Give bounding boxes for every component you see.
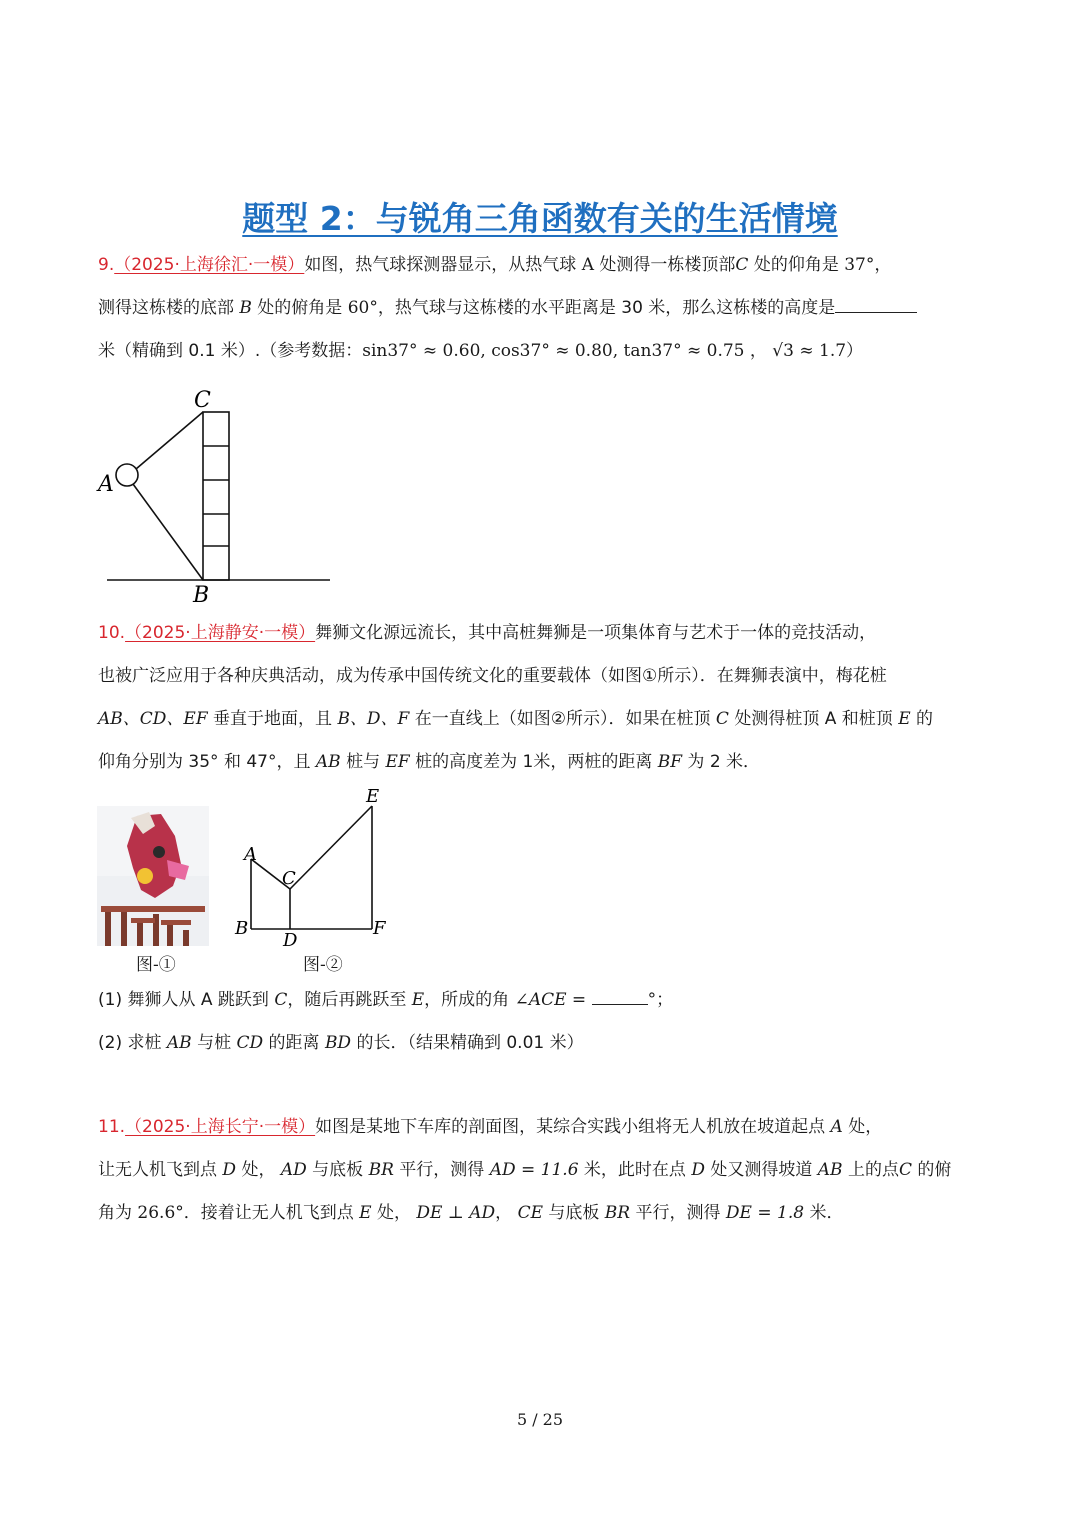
q9-point-b: B bbox=[239, 298, 252, 318]
q10-text: °； bbox=[647, 990, 674, 1010]
q9-text: 米（精确到 0.1 米）.（参考数据： bbox=[98, 341, 363, 361]
q9-angle-37: 37° bbox=[844, 255, 875, 275]
q11-text: 平行，测得 bbox=[393, 1160, 490, 1180]
q11-text: 如图是某地下车库的剖面图，某综合实践小组将无人机放在坡道起点 bbox=[315, 1117, 831, 1137]
q9-line-1 bbox=[98, 244, 988, 287]
caption-figure-1: 图-① bbox=[136, 955, 176, 975]
caption-figure-2: 图-② bbox=[303, 955, 343, 975]
q11-math: BR bbox=[368, 1160, 394, 1180]
q10-text: ，所成的角 bbox=[424, 990, 515, 1010]
q11-math: BR bbox=[604, 1203, 631, 1223]
q10-math: EF bbox=[385, 752, 410, 772]
q10-math: C bbox=[274, 990, 288, 1010]
q9-source: （2025·上海徐汇·一模） bbox=[114, 255, 305, 275]
q11-text: 让无人机飞到点 bbox=[98, 1160, 223, 1180]
q11-text: 处， bbox=[371, 1203, 417, 1223]
q10-text: 的距离 bbox=[263, 1033, 325, 1053]
q11-number: 11. bbox=[98, 1117, 126, 1137]
balloon bbox=[116, 464, 138, 486]
q11-source: （2025·上海长宁·一模） bbox=[125, 1117, 316, 1137]
section-title: 题型 2：与锐角三角函数有关的生活情境 bbox=[242, 199, 838, 238]
q11-text: 角为 bbox=[98, 1203, 138, 1223]
label-b: B bbox=[193, 583, 210, 608]
label-e: E bbox=[366, 786, 380, 807]
q9-text: 如图，热气球探测器显示，从热气球 bbox=[304, 255, 582, 275]
q10-math: E bbox=[898, 709, 911, 729]
q10-line-3 bbox=[98, 698, 988, 741]
q9-text: 测得这栋楼的底部 bbox=[98, 298, 240, 318]
q9-point-a: A bbox=[581, 255, 594, 275]
q11-math: CE bbox=[517, 1203, 543, 1223]
q10-text: 舞狮文化源远流长，其中高桩舞狮是一项集体育与艺术于一体的竞技活动， bbox=[315, 623, 877, 643]
q9-reference-data: sin37° ≈ 0.60, cos37° ≈ 0.80, tan37° ≈ 0.75 ， bbox=[362, 341, 767, 361]
q10-math: BF bbox=[657, 752, 683, 772]
q10-part-1 bbox=[98, 979, 988, 1022]
q10-text: 也被广泛应用于各种庆典活动，成为传承中国传统文化的重要载体（如图①所示）．在舞狮表演中，梅花桩 bbox=[98, 666, 887, 686]
q10-text: 桩的高度差为 1米，两桩的距离 bbox=[409, 752, 658, 772]
q11-text: 处， bbox=[236, 1160, 281, 1180]
q10-text: ，随后再跳跃至 bbox=[287, 990, 412, 1010]
sight-line-ab bbox=[133, 484, 203, 580]
question-10 bbox=[98, 612, 988, 784]
q10-line-4 bbox=[98, 741, 988, 784]
q10-math: AB bbox=[166, 1033, 192, 1053]
q10-subquestions bbox=[98, 979, 988, 1065]
q11-math: AB bbox=[817, 1160, 843, 1180]
q11-line-3 bbox=[98, 1192, 988, 1235]
q10-angle-ace: ∠ACE = bbox=[514, 990, 587, 1010]
q9-text: 处测得一栋楼顶部 bbox=[594, 255, 736, 275]
q10-math: C bbox=[715, 709, 729, 729]
sight-line-ac bbox=[136, 412, 203, 469]
q9-line-2 bbox=[98, 287, 988, 330]
q11-text: 的俯 bbox=[911, 1160, 952, 1180]
q9-sqrt3: √3 ≈ 1.7 bbox=[772, 341, 847, 361]
q9-point-c: C bbox=[735, 255, 749, 275]
question-11 bbox=[98, 1106, 988, 1235]
q10-text: 在一直线上（如图②所示）．如果在桩顶 bbox=[409, 709, 716, 729]
q9-number: 9. bbox=[98, 255, 115, 275]
q11-math: E bbox=[359, 1203, 372, 1223]
label-a: A bbox=[98, 472, 114, 497]
question-9 bbox=[98, 244, 988, 373]
label-f: F bbox=[373, 918, 386, 939]
q10-text: 为 2 米． bbox=[682, 752, 761, 772]
label-d: D bbox=[283, 930, 298, 950]
q11-text: ．接着让无人机飞到点 bbox=[183, 1203, 360, 1223]
q11-text: 处， bbox=[842, 1117, 883, 1137]
page-number: 5 / 25 bbox=[516, 1410, 564, 1429]
q11-math: DE ⊥ AD bbox=[416, 1203, 496, 1223]
q10-math: AB、CD、EF bbox=[98, 709, 208, 729]
q10-text: 的长．（结果精确到 0.01 米） bbox=[351, 1033, 584, 1053]
q10-text: 桩与 bbox=[340, 752, 386, 772]
q9-line-3 bbox=[98, 330, 988, 373]
q11-text: 与底板 bbox=[542, 1203, 605, 1223]
q11-text: 上的点 bbox=[842, 1160, 899, 1180]
q10-text: 垂直于地面，且 bbox=[207, 709, 338, 729]
q10-part-2 bbox=[98, 1022, 988, 1065]
q10-math: BD bbox=[324, 1033, 352, 1053]
label-c: C bbox=[282, 868, 296, 889]
label-a: A bbox=[244, 844, 257, 865]
label-b: B bbox=[235, 918, 249, 939]
q10-math: E bbox=[411, 990, 425, 1010]
q11-math: AD bbox=[280, 1160, 307, 1180]
q10-math: AB bbox=[315, 752, 341, 772]
answer-blank bbox=[592, 986, 648, 1005]
building bbox=[203, 412, 229, 580]
q11-math: C bbox=[898, 1160, 912, 1180]
q11-text: 米，此时在点 bbox=[578, 1160, 692, 1180]
q9-text: 处的俯角是 bbox=[251, 298, 348, 318]
q10-text: 的 bbox=[910, 709, 934, 729]
q9-text: ，热气球与这栋楼的水平距离是 30 米，那么这栋楼的高度是 bbox=[377, 298, 836, 318]
q11-text: 平行，测得 bbox=[630, 1203, 726, 1223]
q11-math: A bbox=[830, 1117, 843, 1137]
q10-text: 处测得桩顶 A 和桩顶 bbox=[728, 709, 899, 729]
q11-math: D bbox=[691, 1160, 705, 1180]
q10-text: (1) 舞狮人从 A 跳跃到 bbox=[98, 990, 275, 1010]
q11-math: D bbox=[222, 1160, 237, 1180]
answer-blank bbox=[835, 294, 917, 313]
q11-math: DE = 1.8 bbox=[725, 1203, 805, 1223]
q10-text: (2) 求桩 bbox=[98, 1033, 167, 1053]
q10-math: CD bbox=[236, 1033, 264, 1053]
q9-text: ） bbox=[846, 341, 864, 361]
line-ce bbox=[290, 806, 372, 889]
q11-text: 米． bbox=[804, 1203, 844, 1223]
lion-dance-photo bbox=[97, 806, 209, 946]
q11-math: AD = 11.6 bbox=[489, 1160, 579, 1180]
q11-math: 26.6° bbox=[137, 1203, 184, 1223]
q10-text: 与桩 bbox=[191, 1033, 237, 1053]
q11-text: ， bbox=[495, 1203, 518, 1223]
q9-figure bbox=[90, 380, 350, 610]
q10-text: 仰角分别为 35° 和 47°，且 bbox=[98, 752, 316, 772]
q11-text: 处又测得坡道 bbox=[704, 1160, 818, 1180]
q10-math: B、D、F bbox=[337, 709, 410, 729]
q10-line-1 bbox=[98, 612, 988, 655]
q11-line-2 bbox=[98, 1149, 988, 1192]
q9-text: ， bbox=[874, 255, 892, 275]
q10-line-2 bbox=[98, 655, 988, 698]
q9-text: 处的仰角是 bbox=[748, 255, 845, 275]
q9-angle-60: 60° bbox=[347, 298, 378, 318]
label-c: C bbox=[194, 388, 211, 413]
q11-text: 与底板 bbox=[306, 1160, 369, 1180]
q11-line-1 bbox=[98, 1106, 988, 1149]
q10-source: （2025·上海静安·一模） bbox=[125, 623, 316, 643]
q10-number: 10. bbox=[98, 623, 126, 643]
q10-figure-2 bbox=[230, 784, 400, 950]
